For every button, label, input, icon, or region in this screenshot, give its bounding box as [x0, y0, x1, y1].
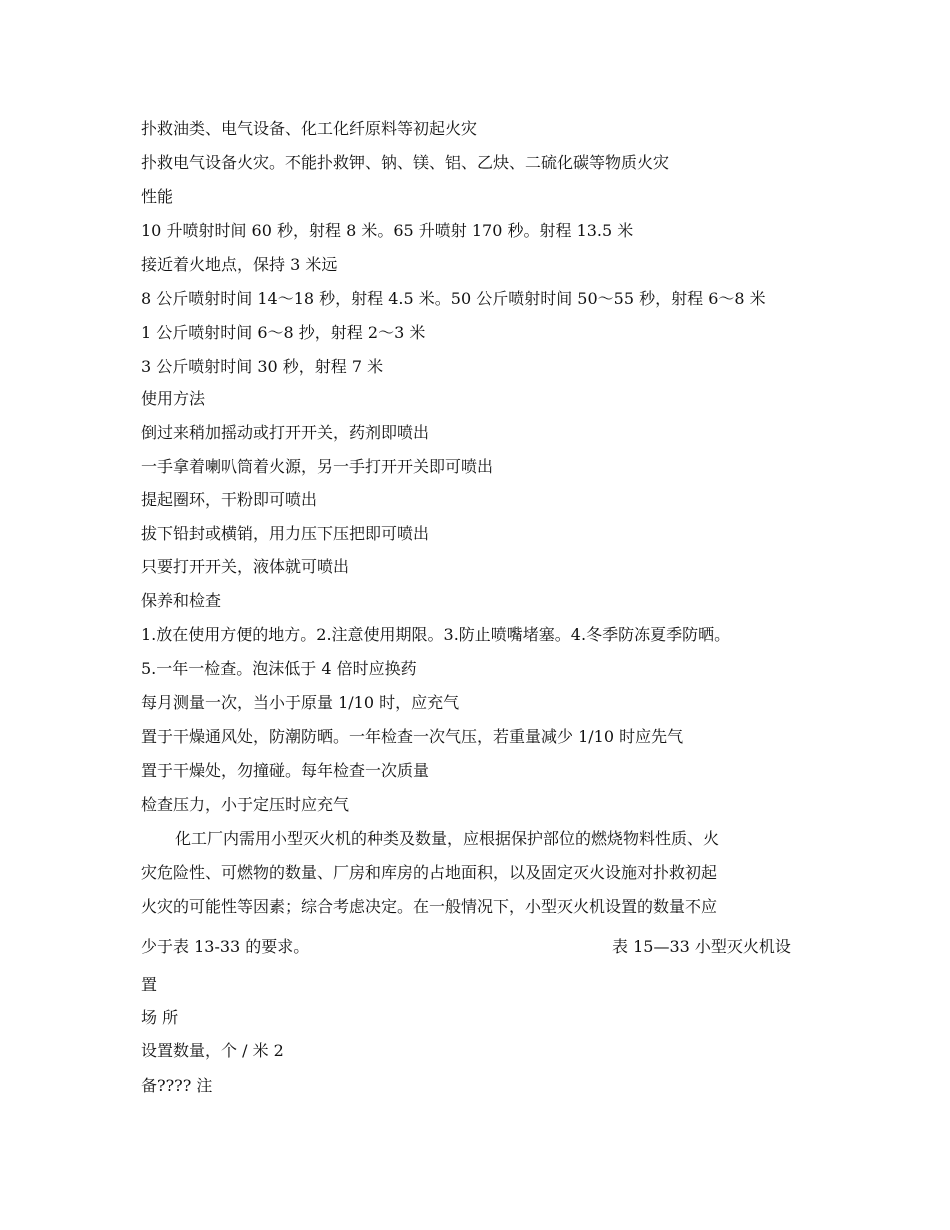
- text-line: 倒过来稍加摇动或打开开关，药剂即喷出: [141, 423, 430, 442]
- text-line: 每月测量一次，当小于原量 1/10 时，应充气: [141, 693, 460, 712]
- paragraph-line: 化工厂内需用小型灭火机的种类及数量，应根据保护部位的燃烧物料性质、火: [175, 829, 720, 848]
- table-header-remarks: 备???? 注: [141, 1076, 213, 1095]
- text-line: 10 升喷射时间 60 秒，射程 8 米。65 升喷射 170 秒。射程 13.5 米: [141, 221, 634, 240]
- table-caption: 表 15—33 小型灭火机设: [612, 937, 791, 956]
- text-line: 5.一年一检查。泡沫低于 4 倍时应换药: [141, 659, 417, 678]
- text-line: 只要打开开关，液体就可喷出: [141, 557, 350, 576]
- text-line: 接近着火地点，保持 3 米远: [141, 255, 338, 274]
- text-line: 一手拿着喇叭筒着火源，另一手打开开关即可喷出: [141, 457, 494, 476]
- text-line: 1 公斤喷射时间 6～8 抄，射程 2～3 米: [141, 323, 426, 342]
- text-line: 扑救油类、电气设备、化工化纤原料等初起火灾: [141, 119, 478, 138]
- text-line: 提起圈环，干粉即可喷出: [141, 490, 318, 509]
- paragraph-line: 灾危险性、可燃物的数量、厂房和库房的占地面积，以及固定灭火设施对扑救初起: [141, 863, 718, 882]
- table-header-quantity: 设置数量，个 / 米 2: [141, 1041, 284, 1060]
- paragraph-line: 火灾的可能性等因素；综合考虑决定。在一般情况下，小型灭火机设置的数量不应: [141, 897, 718, 916]
- text-line: 3 公斤喷射时间 30 秒，射程 7 米: [141, 357, 384, 376]
- text-line: 8 公斤喷射时间 14～18 秒，射程 4.5 米。50 公斤喷射时间 50～55 秒，射程 6～8 米: [141, 289, 766, 308]
- text-line: 1.放在使用方便的地方。2.注意使用期限。3.防止喷嘴堵塞。4.冬季防冻夏季防晒。: [141, 625, 731, 644]
- table-caption-continued: 置: [141, 975, 158, 994]
- section-heading: 保养和检查: [141, 591, 222, 610]
- table-header-location: 场 所: [141, 1008, 179, 1027]
- text-line: 置于干燥通风处，防潮防晒。一年检查一次气压，若重量减少 1/10 时应先气: [141, 727, 684, 746]
- text-line: 置于干燥处，勿撞碰。每年检查一次质量: [141, 761, 430, 780]
- paragraph-line: 少于表 13-33 的要求。: [141, 937, 310, 956]
- text-line: 拔下铅封或横销，用力压下压把即可喷出: [141, 524, 430, 543]
- text-line: 扑救电气设备火灾。不能扑救钾、钠、镁、铝、乙炔、二硫化碳等物质火灾: [141, 153, 670, 172]
- text-line: 检查压力，小于定压时应充气: [141, 795, 350, 814]
- section-heading: 使用方法: [141, 389, 206, 408]
- section-heading: 性能: [141, 187, 174, 206]
